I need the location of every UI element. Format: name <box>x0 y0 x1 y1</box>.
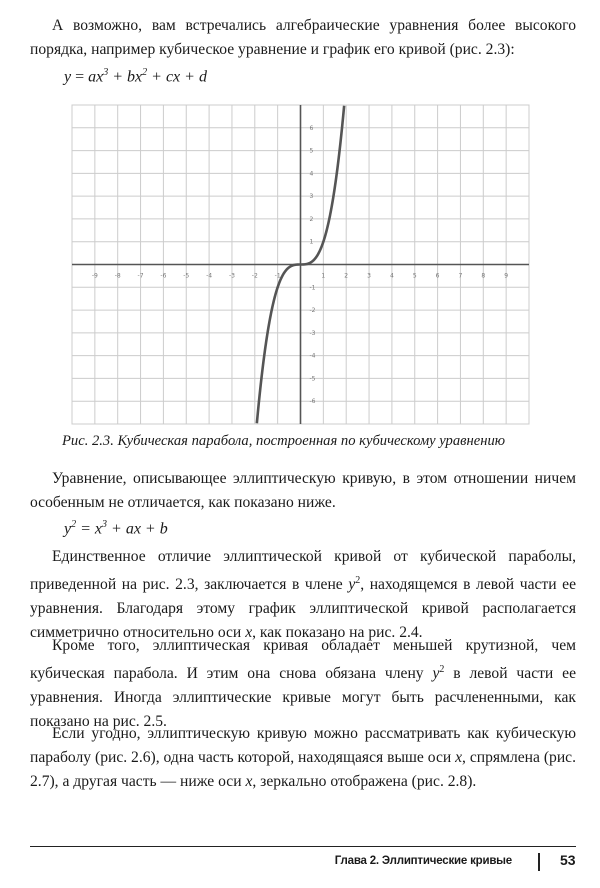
footer-divider <box>538 853 540 871</box>
x-tick-label: -6 <box>160 272 167 280</box>
footer-rule <box>30 846 576 847</box>
elliptic-formula: $y^2 = x^3$ + ax + b <box>64 519 168 538</box>
y-tick-label: 3 <box>309 193 314 201</box>
x-tick-label: -7 <box>137 272 144 280</box>
figure-caption: Рис. 2.3. Кубическая парабола, построенная по кубическому уравнению <box>62 433 506 449</box>
x-tick-label: -9 <box>91 272 98 280</box>
y-tick-label: 4 <box>309 170 314 178</box>
x-tick-label: -8 <box>114 272 121 280</box>
footer-chapter-title: Глава 2. Эллиптические кривые <box>334 855 512 867</box>
y-tick-label: 1 <box>309 238 314 246</box>
x-tick-label: -2 <box>251 272 258 280</box>
x-tick-label: 4 <box>389 272 394 280</box>
x-tick-label: 3 <box>367 272 371 280</box>
paragraph-2: Уравнение, описывающее эллиптическую кривую, в этом отношении ничем особенным не отличается, как показано ниже. <box>30 470 576 511</box>
y-tick-label: 5 <box>309 147 314 155</box>
x-tick-label: 9 <box>504 272 509 280</box>
x-tick-label: 7 <box>458 272 463 280</box>
cubic-formula: $y = ax^3 + bx^2$ + cx + d <box>64 67 207 86</box>
paragraph-1: А возможно, вам встречались алгебраические уравнения более высокого порядка, например кубическое уравнение и график его кривой (рис. 2.3): <box>30 17 576 58</box>
x-tick-label: 8 <box>481 272 486 280</box>
y-tick-label: 6 <box>309 124 314 132</box>
x-tick-label: 6 <box>435 272 440 280</box>
paragraph-4: Кроме того, эллиптическая кривая обладает меньшей крутизной, чем кубическая парабола. И этим она снова обязана члену $y^2$ в левой части ее уравнения. Иногда эллиптические кривые могут быть расчлененными, как показано на рис. 2.5. <box>30 637 576 731</box>
y-tick-label: -4 <box>309 352 316 360</box>
y-tick-label: -5 <box>309 375 316 383</box>
y-tick-label: 2 <box>309 215 314 223</box>
cubic-parabola-chart <box>0 0 600 430</box>
x-tick-label: -3 <box>228 272 235 280</box>
y-tick-label: -6 <box>309 398 316 406</box>
page-number: 53 <box>560 852 576 868</box>
x-tick-label: 5 <box>412 272 417 280</box>
x-tick-label: 2 <box>344 272 349 280</box>
y-tick-label: -1 <box>309 284 316 292</box>
y-tick-label: -2 <box>309 307 316 315</box>
paragraph-3: Единственное отличие эллиптической кривой от кубической параболы, приведенной на рис. 2.3, заключается в члене $y^2$, находящемся в левой части ее уравнения. Благодаря этому график эллиптической кривой располагается симметрично относительно оси x, как показано на рис. 2.4. <box>30 548 577 642</box>
x-tick-label: -5 <box>183 272 190 280</box>
y-tick-label: -3 <box>309 329 316 337</box>
x-tick-label: -4 <box>206 272 213 280</box>
paragraph-5: Если угодно, эллиптическую кривую можно рассматривать как кубическую параболу (рис. 2.6), одна часть которой, находящаяся выше оси x, спрямлена (рис. 2.7), а другая часть — ниже оси x, зеркально отображена (рис. 2.8). <box>30 725 576 790</box>
x-tick-label: -1 <box>274 272 281 280</box>
x-tick-label: 1 <box>321 272 326 280</box>
